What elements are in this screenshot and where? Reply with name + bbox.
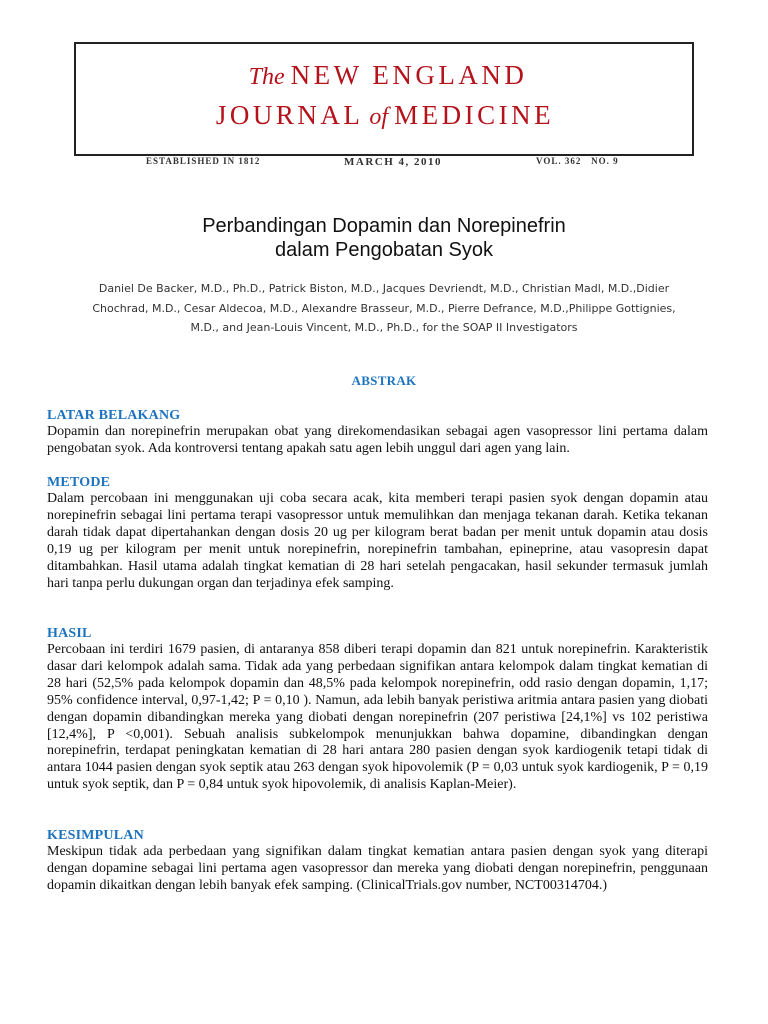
section-heading: METODE: [47, 475, 111, 490]
article-title-line-1: Perbandingan Dopamin dan Norepinefrin: [202, 215, 566, 237]
author-line-3: M.D., and Jean-Louis Vincent, M.D., Ph.D., for the SOAP II Investigators: [190, 321, 578, 334]
article-title: [0, 214, 768, 262]
masthead-date: MARCH 4, 2010: [344, 156, 443, 168]
masthead-volume: VOL. 362 NO. 9: [536, 156, 619, 166]
masthead-new-england: NEW ENGLAND: [290, 60, 528, 90]
section-body: Percobaan ini terdiri 1679 pasien, di antaranya 858 diberi terapi dopamin dan 821 untuk norepinefrin. Karakteristik dasar dari kelompok adalah sama. Tidak ada yang perbedaan signifikan antara kelompok dalam tingkat kematian di 28 hari (52,5% pada kelompok dopamin dan 48,5% pada kelompok norepinefrin, odd rasio dengan dopamin, 1,17; 95% confidence interval, 0,97-1,42; P = 0,10 ). Namun, ada lebih banyak peristiwa aritmia antara pasien yang diobati dengan dopamin dibandingkan mereka yang diobati dengan norepinefrin (207 peristiwa [24,1%] vs 102 peristiwa [12,4%], P <0,001). Sebuah analisis subkelompok menunjukkan bahwa dopamine, dibandingkan dengan norepinefrin, terdapat peningkatan kematian di 28 hari antara 280 pasien dengan syok kardiogenik tetapi tidak di antara 1044 pasien dengan syok septik atau 263 dengan syok hipovolemik (P = 0,03 untuk syok kardiogenik, P = 0,19 untuk syok septik, dan P = 0,84 untuk syok hipovolemik, di analisis Kaplan-Meier).: [47, 642, 708, 793]
masthead-line-1: [74, 60, 696, 91]
section-body: Dalam percobaan ini menggunakan uji coba secara acak, kita memberi terapi pasien syok dengan dopamin atau norepinefrin sebagai lini pertama terapi vasopressor untuk memulihkan dan menjaga tekanan darah. Ketika tekanan darah tidak dapat dipertahankan dengan dosis 20 ug per kilogram berat badan per menit untuk dopamin atau dosis 0,19 ug per kilogram per menit untuk norepinefrin, norepinefrin tambahan, epineprine, atau vasopresin dapat ditambahkan. Hasil utama adalah tingkat kematian di 28 hari setelah pengacakan, hasil sekunder termasuk jumlah hari tanpa perlu dukungan organ dan terjadinya efek samping.: [47, 491, 708, 591]
abstract-heading: ABSTRAK: [351, 373, 417, 388]
section-results: [47, 625, 708, 794]
masthead-medicine: MEDICINE: [394, 100, 555, 130]
article-title-line-2: dalam Pengobatan Syok: [275, 239, 493, 261]
section-heading: LATAR BELAKANG: [47, 408, 181, 423]
section-heading: KESIMPULAN: [47, 828, 144, 843]
author-line-1: Daniel De Backer, M.D., Ph.D., Patrick Biston, M.D., Jacques Devriendt, M.D., Christian Madl, M.D.,Didier: [98, 282, 670, 295]
masthead-the: The: [248, 64, 285, 90]
masthead-established: ESTABLISHED IN 1812: [146, 156, 261, 166]
section-background: [47, 407, 708, 458]
author-list: [48, 279, 720, 338]
author-line-2: Chochrad, M.D., Cesar Aldecoa, M.D., Alexandre Brasseur, M.D., Pierre Defrance, M.D.,Philippe Gottignies,: [92, 301, 676, 315]
journal-masthead: [74, 42, 696, 170]
section-conclusion: [47, 827, 708, 895]
masthead-journal: JOURNAL: [215, 100, 364, 130]
masthead-line-2: [74, 100, 696, 131]
masthead-of: of: [369, 104, 389, 130]
section-methods: [47, 474, 708, 592]
section-body: Meskipun tidak ada perbedaan yang signifikan dalam tingkat kematian antara pasien dengan syok yang diterapi dengan dopamine sebagai lini pertama agen vasopressor dan mereka yang diobati dengan norepinefrin, penggunaan dopamin dikaitkan dengan lebih banyak efek samping. (ClinicalTrials.gov number, NCT00314704.): [47, 844, 708, 893]
section-body: Dopamin dan norepinefrin merupakan obat yang direkomendasikan sebagai agen vasopressor lini pertama dalam pengobatan syok. Ada kontroversi tentang apakah satu agen lebih unggul dari agen yang lain.: [47, 424, 708, 456]
section-heading: HASIL: [47, 626, 92, 641]
masthead-frame: [74, 42, 694, 154]
